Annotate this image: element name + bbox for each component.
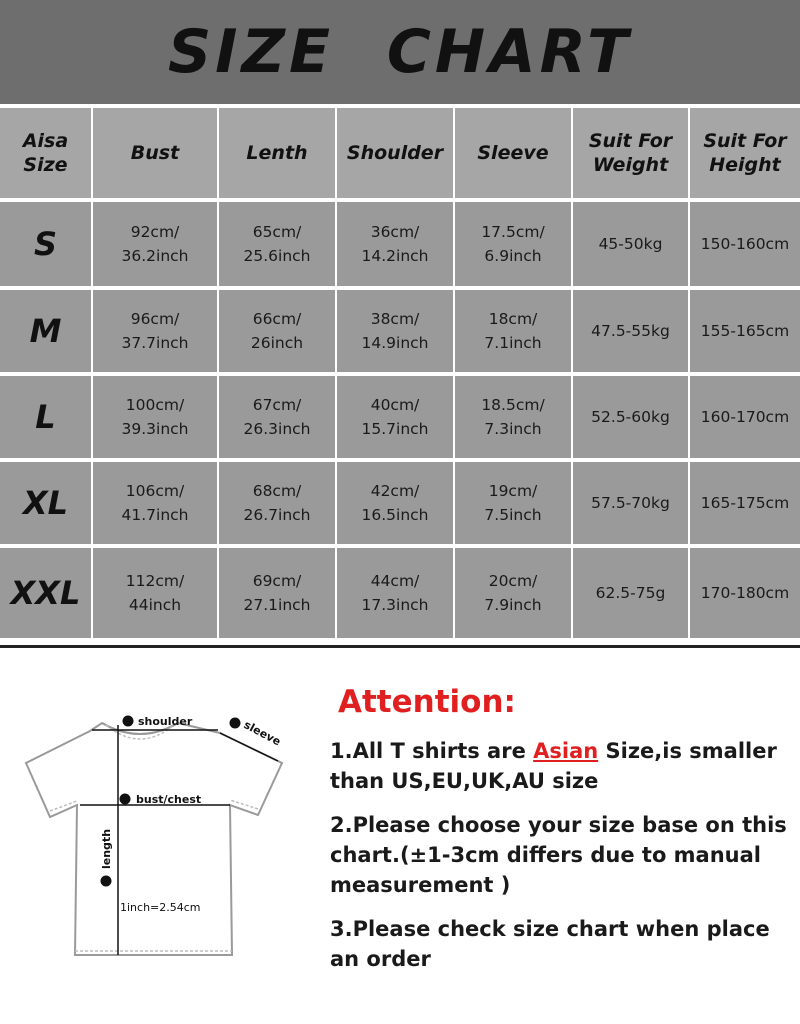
- sleeve-value: 20cm/ 7.9inch: [455, 548, 571, 638]
- size-label: XL: [0, 462, 91, 544]
- note-2: 2.Please choose your size base on this chart.(±1-3cm differs due to manual measurement ): [330, 813, 787, 897]
- bust-value: 106cm/ 41.7inch: [93, 462, 217, 544]
- attention-title: Attention:: [338, 684, 516, 720]
- height-value: 160-170cm: [690, 376, 800, 458]
- length-value: 67cm/ 26.3inch: [219, 376, 335, 458]
- bust-value: 100cm/ 39.3inch: [93, 376, 217, 458]
- height-value: 165-175cm: [690, 462, 800, 544]
- inch-conversion: 1inch=2.54cm: [120, 901, 201, 914]
- asian-highlight: Asian: [533, 739, 599, 763]
- bust-label: bust/chest: [136, 793, 202, 806]
- length-value: 68cm/ 26.7inch: [219, 462, 335, 544]
- note-3: 3.Please check size chart when place an order: [330, 917, 770, 971]
- weight-value: 62.5-75g: [573, 548, 688, 638]
- page-title: SIZE CHART: [167, 17, 633, 87]
- sleeve-value: 19cm/ 7.5inch: [455, 462, 571, 544]
- note-1-prefix: 1.All T shirts are: [330, 739, 534, 763]
- height-value: 155-165cm: [690, 290, 800, 372]
- bust-value: 112cm/ 44inch: [93, 548, 217, 638]
- num-sleeve: 3: [232, 719, 238, 728]
- title-banner: [0, 0, 800, 104]
- column-header-sleeve: Sleeve: [455, 108, 571, 198]
- sleeve-value: 18.5cm/ 7.3inch: [455, 376, 571, 458]
- column-header-bust: Bust: [93, 108, 217, 198]
- height-value: 150-160cm: [690, 202, 800, 286]
- sleeve-value: 18cm/ 7.1inch: [455, 290, 571, 372]
- num-length: 4: [103, 877, 109, 886]
- shoulder-value: 44cm/ 17.3inch: [337, 548, 453, 638]
- column-header-height: Suit For Height: [690, 108, 800, 198]
- table-bottom-border: [0, 645, 800, 648]
- length-label: length: [100, 828, 113, 869]
- length-value: 65cm/ 25.6inch: [219, 202, 335, 286]
- weight-value: 47.5-55kg: [573, 290, 688, 372]
- bust-value: 96cm/ 37.7inch: [93, 290, 217, 372]
- num-bust: 1: [122, 795, 128, 804]
- length-value: 66cm/ 26inch: [219, 290, 335, 372]
- length-value: 69cm/ 27.1inch: [219, 548, 335, 638]
- size-label: L: [0, 376, 91, 458]
- attention-notes: [330, 736, 790, 988]
- sleeve-value: 17.5cm/ 6.9inch: [455, 202, 571, 286]
- size-table: [0, 108, 800, 638]
- size-label: XXL: [0, 548, 91, 638]
- height-value: 170-180cm: [690, 548, 800, 638]
- note-1-suffix: Size,is smaller than US,EU,UK,AU size: [330, 739, 777, 793]
- tshirt-measurement-diagram: [20, 705, 310, 965]
- note-1: [330, 736, 790, 796]
- column-header-weight: Suit For Weight: [573, 108, 688, 198]
- column-header-size: Aisa Size: [0, 108, 91, 198]
- num-shoulder: 2: [125, 717, 131, 726]
- shoulder-value: 36cm/ 14.2inch: [337, 202, 453, 286]
- column-header-length: Lenth: [219, 108, 335, 198]
- shoulder-value: 42cm/ 16.5inch: [337, 462, 453, 544]
- bust-value: 92cm/ 36.2inch: [93, 202, 217, 286]
- weight-value: 57.5-70kg: [573, 462, 688, 544]
- size-label: M: [0, 290, 91, 372]
- tshirt-outline-icon: [26, 723, 282, 955]
- sleeve-label: sleeve: [241, 718, 283, 749]
- weight-value: 52.5-60kg: [573, 376, 688, 458]
- column-header-shoulder: Shoulder: [337, 108, 453, 198]
- weight-value: 45-50kg: [573, 202, 688, 286]
- shoulder-label: shoulder: [138, 715, 193, 728]
- size-label: S: [0, 202, 91, 286]
- shoulder-value: 38cm/ 14.9inch: [337, 290, 453, 372]
- shoulder-value: 40cm/ 15.7inch: [337, 376, 453, 458]
